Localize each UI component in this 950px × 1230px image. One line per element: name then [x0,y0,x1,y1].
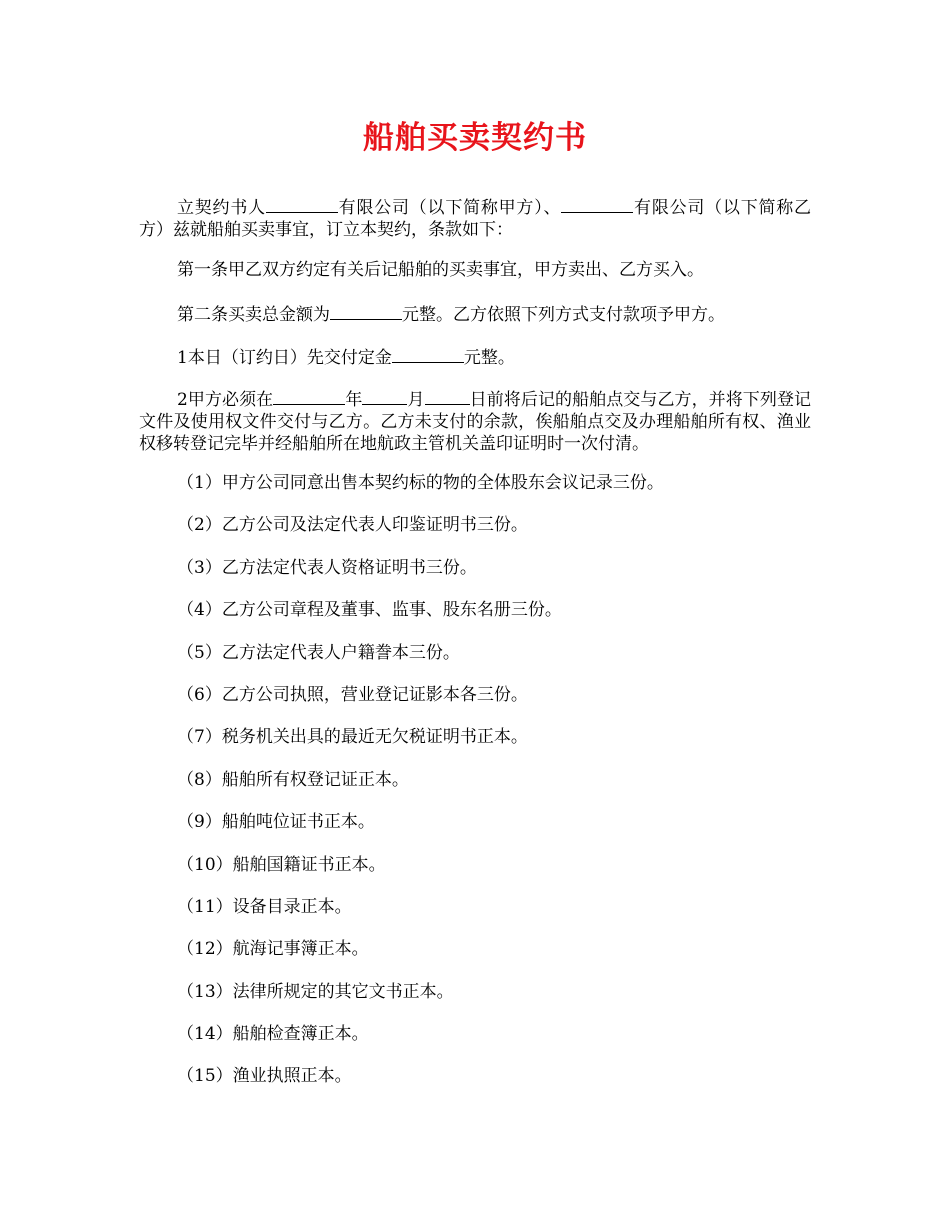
text-segment: 第二条买卖总金额为 [177,305,330,325]
list-item: （8）船舶所有权登记证正本。 [177,769,409,790]
text-segment: 月 [407,390,425,410]
list-item: （7）税务机关出具的最近无欠税证明书正本。 [177,727,528,748]
text-segment: 2甲方必须在 [177,390,274,410]
list-item: （14）船舶检查簿正本。 [177,1024,369,1045]
list-item: （6）乙方公司执照，营业登记证影本各三份。 [177,684,528,705]
blank-year [273,386,345,405]
blank-month [362,386,407,405]
text-segment: 元整。乙方依照下列方式支付款项予甲方。 [402,305,725,325]
text-segment: 立契约书人 [177,198,266,218]
blank-party-b [561,194,633,213]
list-item: （9）船舶吨位证书正本。 [177,812,375,833]
list-item: （15）渔业执照正本。 [177,1066,352,1087]
paragraph-article-1: 第一条甲乙双方约定有关后记船舶的买卖事宜，甲方卖出、乙方买入。 [177,260,704,280]
list-item: （2）乙方公司及法定代表人印鉴证明书三份。 [177,515,528,536]
text-segment: 元整。 [463,348,515,368]
text-segment: 年 [345,390,363,410]
list-item: （1）甲方公司同意出售本契约标的物的全体股东会议记录三份。 [177,473,664,493]
blank-party-a [266,194,338,213]
text-segment: 日前将后记的船舶点交与乙方，并将下列登记文件及使用权文件交付与乙方。乙方未支付的余款，俟船舶点交及办理船舶所有权、渔业权移转登记完毕并经船舶所在地航政主管机关盖印证明时一次付清。 [139,390,812,454]
paragraph-article-2 [139,301,811,326]
text-segment: 有限公司（以下简称乙方）兹就船舶买卖事宜，订立本契约，条款如下： [139,198,812,240]
blank-day [425,386,470,405]
list-item: （3）乙方法定代表人资格证明书三份。 [177,557,477,578]
paragraph-deposit [139,344,811,369]
paragraph-delivery [139,386,811,455]
blank-total-amount [330,301,402,320]
document-title: 船舶买卖契约书 [363,120,587,156]
paragraph-parties [139,194,811,241]
list-item: （5）乙方法定代表人户籍誊本三份。 [177,642,460,663]
list-item: （13）法律所规定的其它文书正本。 [177,981,454,1002]
blank-deposit-amount [392,344,464,363]
document-list [177,472,664,1108]
text-segment: 1本日（订约日）先交付定金 [177,348,392,368]
list-item: （10）船舶国籍证书正本。 [177,854,386,875]
list-item: （12）航海记事簿正本。 [177,939,369,960]
list-item: （11）设备目录正本。 [177,896,352,917]
list-item: （4）乙方公司章程及董事、监事、股东名册三份。 [177,600,562,621]
text-segment: 有限公司（以下简称甲方）、 [337,198,562,218]
